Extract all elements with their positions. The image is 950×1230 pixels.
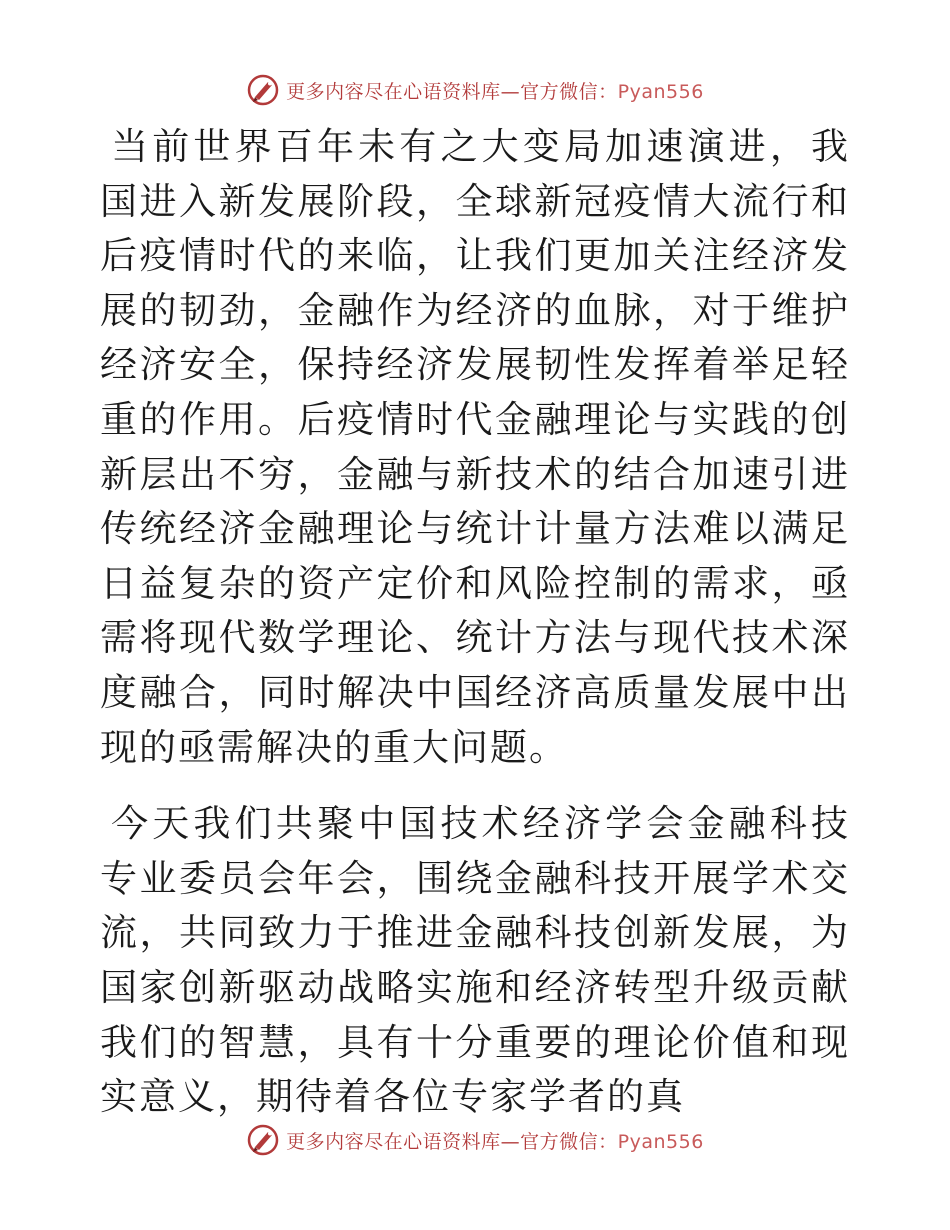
wechat-id: Pyan556 bbox=[617, 1130, 704, 1153]
paragraph: 今天我们共聚中国技术经济学会金融科技专业委员会年会，围绕金融科技开展学术交流，共同致力于推进金融科技创新发展，为国家创新驱动战略实施和经济转型升级贡献我们的智慧，具有十分重要的理论价值和现实意义，期待着各位专家学者的真 bbox=[100, 802, 850, 1119]
pen-seal-icon bbox=[246, 1123, 280, 1157]
footer-banner bbox=[0, 1120, 950, 1160]
pen-seal-icon bbox=[246, 73, 280, 107]
wechat-id: Pyan556 bbox=[617, 80, 704, 103]
paragraph: 当前世界百年未有之大变局加速演进，我国进入新发展阶段，全球新冠疫情大流行和后疫情时代的来临，让我们更加关注经济发展的韧劲，金融作为经济的血脉，对于维护经济安全，保持经济发展韧性发挥着举足轻重的作用。后疫情时代金融理论与实践的创新层出不穷，金融与新技术的结合加速引进传统经济金融理论与统计计量方法难以满足日益复杂的资产定价和风险控制的需求，亟需将现代数学理论、统计方法与现代技术深度融合，同时解决中国经济高质量发展中出现的亟需解决的重大问题。 bbox=[100, 125, 850, 769]
banner-label: 更多内容尽在心语资料库—官方微信： bbox=[286, 1130, 618, 1153]
header-banner bbox=[0, 70, 950, 110]
banner-label: 更多内容尽在心语资料库—官方微信： bbox=[286, 80, 618, 103]
banner-text bbox=[286, 1127, 704, 1154]
banner-text bbox=[286, 77, 704, 104]
document-body bbox=[100, 120, 850, 1125]
